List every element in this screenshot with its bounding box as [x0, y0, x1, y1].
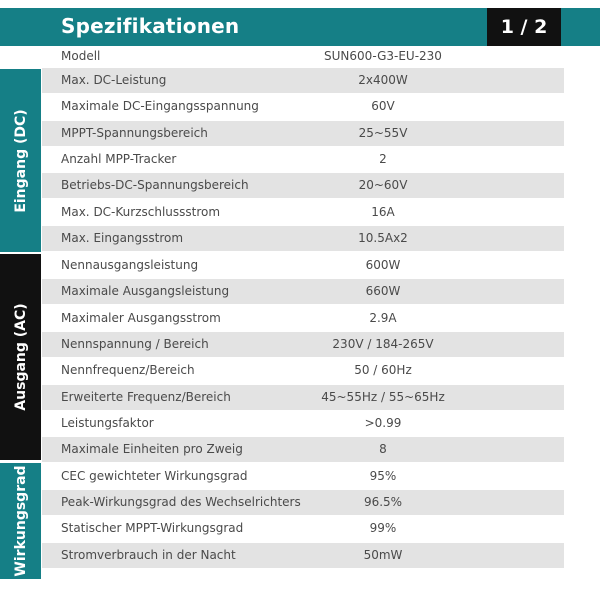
model-label: Modell	[61, 49, 101, 63]
spec-value: 660W	[365, 284, 401, 298]
spec-label: Maximaler Ausgangsstrom	[61, 311, 221, 325]
spec-value: 50 / 60Hz	[354, 363, 412, 377]
table-row	[42, 464, 564, 489]
table-row	[42, 411, 564, 436]
header	[0, 0, 600, 46]
spec-value: 60V	[371, 99, 395, 113]
page-title: Spezifikationen	[61, 14, 240, 38]
table-row	[42, 543, 564, 568]
table-row	[42, 200, 564, 225]
spec-label: Maximale Ausgangsleistung	[61, 284, 230, 298]
table-row	[42, 332, 564, 357]
spec-value: 20~60V	[358, 178, 408, 192]
spec-value: 2.9A	[369, 311, 397, 325]
spec-label: Anzahl MPP-Tracker	[61, 152, 177, 166]
table-row	[42, 173, 564, 198]
section-efficiency	[0, 463, 41, 579]
spec-label: CEC gewichteter Wirkungsgrad	[61, 469, 248, 483]
spec-label: Maximale DC-Eingangsspannung	[61, 99, 259, 113]
spec-label: Leistungsfaktor	[61, 416, 154, 430]
spec-value: 600W	[365, 258, 401, 272]
spec-label: Peak-Wirkungsgrad des Wechselrichters	[61, 495, 301, 509]
table-row	[42, 516, 564, 541]
table-row	[42, 358, 564, 383]
table-row	[42, 68, 564, 93]
table-row	[42, 279, 564, 304]
spec-label: Betriebs-DC-Spannungsbereich	[61, 178, 249, 192]
spec-value: 8	[379, 442, 387, 456]
spec-value: 2x400W	[358, 73, 408, 87]
section-dc-input	[0, 69, 41, 252]
spec-value: 230V / 184-265V	[332, 337, 434, 351]
spec-label: Max. DC-Kurzschlussstrom	[61, 205, 221, 219]
spec-value: 2	[379, 152, 387, 166]
spec-label: Maximale Einheiten pro Zweig	[61, 442, 243, 456]
spec-label: Erweiterte Frequenz/Bereich	[61, 390, 231, 404]
table-row	[42, 437, 564, 462]
model-row	[0, 46, 600, 66]
spec-value: 95%	[369, 469, 397, 483]
section-label: Wirkungsgrad	[12, 465, 29, 577]
table-row	[42, 490, 564, 515]
spec-label: Statischer MPPT-Wirkungsgrad	[61, 521, 244, 535]
spec-label: Nennfrequenz/Bereich	[61, 363, 195, 377]
spec-value: >0.99	[364, 416, 402, 430]
spec-label: Nennspannung / Bereich	[61, 337, 209, 351]
spec-label: Nennausgangsleistung	[61, 258, 199, 272]
section-ac-output	[0, 254, 41, 460]
spec-value: 10.5Ax2	[358, 231, 408, 245]
table-row	[42, 121, 564, 146]
spec-value: 96.5%	[363, 495, 403, 509]
spec-value: 99%	[369, 521, 397, 535]
table-row	[42, 94, 564, 119]
spec-value: 45~55Hz / 55~65Hz	[321, 390, 445, 404]
spec-value: 50mW	[363, 548, 403, 562]
section-label: Eingang (DC)	[12, 108, 29, 213]
model-value: SUN600-G3-EU-230	[324, 49, 442, 63]
spec-label: Max. Eingangsstrom	[61, 231, 184, 245]
section-label: Ausgang (AC)	[12, 303, 29, 411]
table-row	[42, 385, 564, 410]
spec-value: 25~55V	[358, 126, 408, 140]
table-row	[42, 226, 564, 251]
spec-value: 16A	[371, 205, 395, 219]
table-row	[42, 147, 564, 172]
spec-label: MPPT-Spannungsbereich	[61, 126, 208, 140]
page-indicator: 1 / 2	[487, 8, 561, 46]
table-row	[42, 253, 564, 278]
spec-label: Stromverbrauch in der Nacht	[61, 548, 236, 562]
table-row	[42, 306, 564, 331]
spec-label: Max. DC-Leistung	[61, 73, 167, 87]
